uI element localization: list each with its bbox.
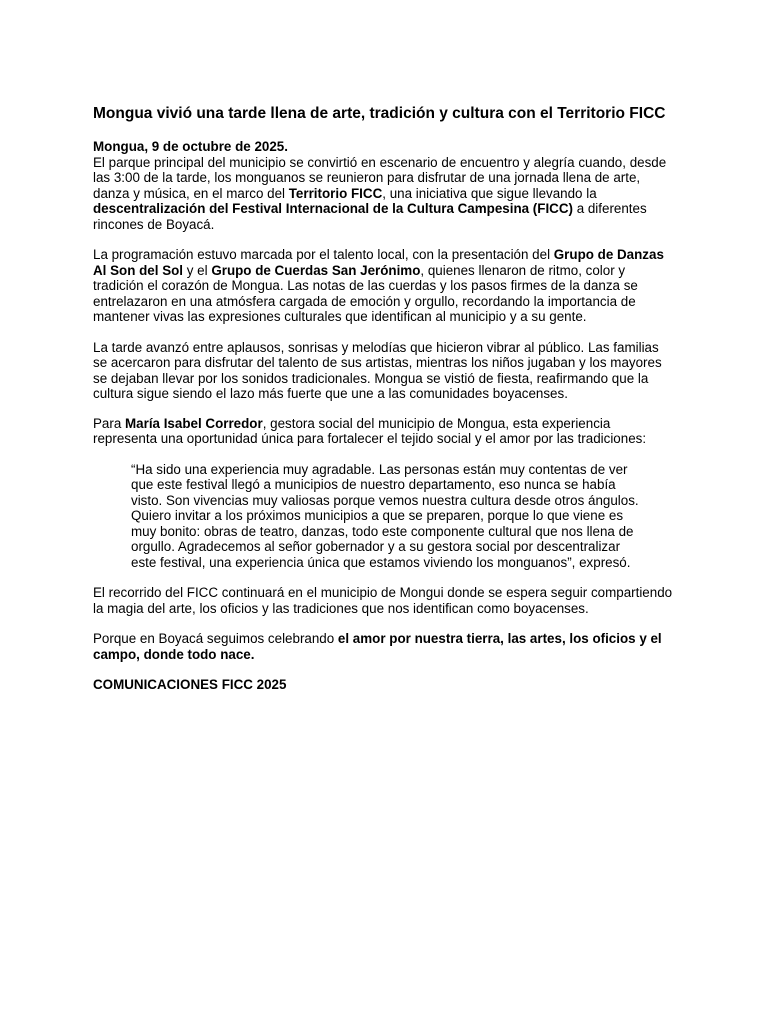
signature [93, 677, 673, 693]
paragraph-cierre [93, 631, 673, 662]
dateline: Mongua, 9 de octubre de 2025. [93, 139, 288, 154]
document-page [93, 104, 673, 693]
paragraph-gestora [93, 416, 673, 447]
intro-text-d: a diferentes rincones de Boyacá. [93, 201, 647, 232]
intro-bold-territorio: Territorio FICC [288, 185, 383, 201]
cierre-bold: el amor por nuestra tierra, las artes, los oficios y el campo, donde todo nace. [93, 631, 662, 662]
prog-text-c: y el [183, 262, 212, 278]
intro-bold-descentralizacion: descentralización del Festival Internacional de la Cultura Campesina (FICC) [93, 201, 573, 216]
gestora-bold-name: María Isabel Corredor [125, 415, 263, 431]
prog-bold-danzas: Grupo de Danzas Al Son del Sol [93, 247, 664, 278]
prog-bold-cuerdas: Grupo de Cuerdas San Jerónimo [211, 262, 421, 278]
paragraph-intro [93, 139, 673, 232]
article-title: Mongua vivió una tarde llena de arte, tradición y cultura con el Territorio FICC [93, 105, 666, 122]
block-quote: “Ha sido una experiencia muy agradable. Las personas están muy contentas de ver que este festival llegó a municipios de nuestro departamento, eso nunca se había visto. Son vivencias muy valiosas porque vemos nuestra cultura desde otros ángulos. Quiero invitar a los próximos municipios a que se preparen, porque lo que viene es muy bonito: obras de teatro, danzas, todo este componente cultural que nos llena de orgullo. Agradecemos al señor gobernador y a su gestora social por descentralizar este festival, una experiencia única que estamos viviendo los monguanos”, expresó. [131, 461, 639, 570]
prog-text-a: La programación estuvo marcada por el talento local, con la presentación del [93, 247, 554, 262]
prog-text-d: , quienes llenaron de ritmo, color y tradición el corazón de Mongua. Las notas de las cuerdas y los pasos firmes de la danza se entrelazaron en una atmósfera cargada de emoción y orgullo, recordando la importancia de mantener vivas las expresiones culturales que identifican al municipio y a su gente. [93, 262, 638, 324]
paragraph-programacion [93, 247, 673, 325]
intro-text-a: El parque principal del municipio se convirtió en escenario de encuentro y alegría cuando, desde las 3:00 de la tarde, los monguanos se reunieron para disfrutar de una jornada llena de arte, danza y música, en el marco del [93, 154, 667, 201]
gestora-text-c: , gestora social del municipio de Mongua, esta experiencia representa una oportunidad única para fortalecer el tejido social y el amor por las tradiciones: [93, 415, 647, 446]
cierre-text-a: Porque en Boyacá seguimos celebrando [93, 631, 338, 646]
paragraph-recorrido: El recorrido del FICC continuará en el municipio de Mongui donde se espera seguir compartiendo la magia del arte, los oficios y las tradiciones que nos identifican como boyacenses. [93, 585, 673, 616]
intro-text-c: , una iniciativa que sigue llevando la [382, 185, 597, 201]
signature-text: COMUNICACIONES FICC 2025 [93, 677, 287, 692]
gestora-text-a: Para [93, 415, 126, 431]
paragraph-tarde: La tarde avanzó entre aplausos, sonrisas y melodías que hicieron vibrar al público. Las familias se acercaron para disfrutar del talento de sus artistas, mientras los niños jugaban y los mayores se dejaban llevar por los sonidos tradicionales. Mongua se vistió de fiesta, reafirmando que la cultura sigue siendo el lazo más fuerte que une a las comunidades boyacenses. [93, 339, 662, 401]
